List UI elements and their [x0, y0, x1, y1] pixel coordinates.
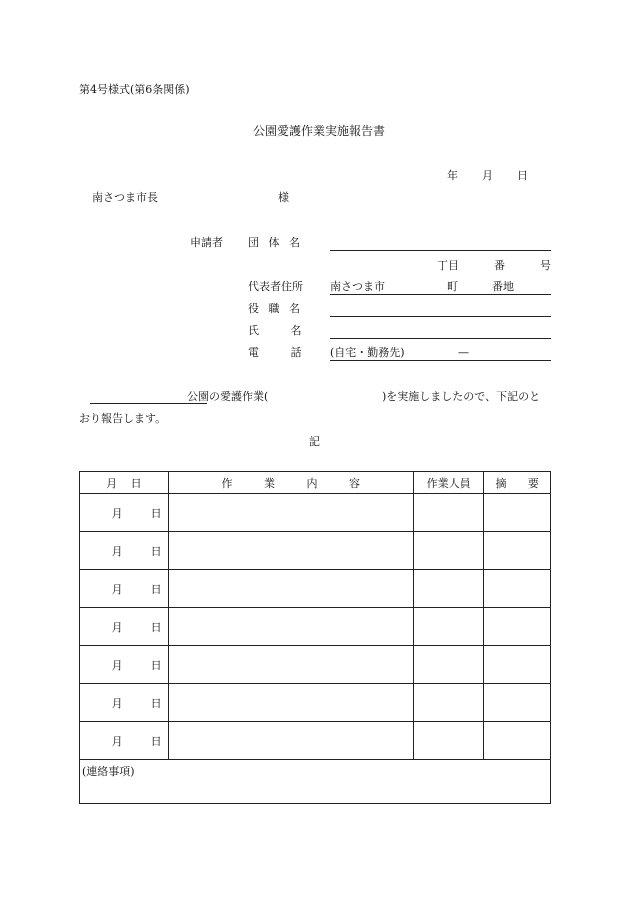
form-number: 第4号様式(第6条関係)	[79, 83, 190, 96]
rep-address-banchi: 番地	[492, 280, 514, 293]
notes-label: (連絡事項)	[82, 765, 135, 778]
page-title: 公園愛護作業実施報告書	[253, 124, 386, 138]
date-day-label: 日	[517, 169, 528, 182]
row-work-content-cell[interactable]	[168, 494, 413, 532]
col-header-summary: 摘 要	[484, 472, 551, 494]
group-name-label: 団 体 名	[248, 236, 300, 249]
row-day-label: 日	[150, 734, 162, 748]
row-day-label: 日	[150, 658, 162, 672]
name-field[interactable]	[330, 338, 551, 339]
body-line1-end: )を実施しましたので、下記のと	[382, 390, 541, 403]
position-field[interactable]	[330, 316, 551, 317]
row-day-label: 日	[150, 696, 162, 710]
row-work-content-cell[interactable]	[168, 570, 413, 608]
row-summary-cell[interactable]	[484, 722, 551, 760]
address-unit-go: 号	[540, 259, 551, 272]
row-summary-cell[interactable]	[484, 570, 551, 608]
phone-label: 電 話	[248, 346, 302, 359]
table-row	[80, 494, 551, 532]
row-work-content-cell[interactable]	[168, 608, 413, 646]
row-summary-cell[interactable]	[484, 684, 551, 722]
addressee-mayor: 南さつま市長	[92, 191, 158, 204]
row-work-content-cell[interactable]	[168, 646, 413, 684]
table-row	[80, 722, 551, 760]
rep-address-label: 代表者住所	[248, 280, 303, 293]
row-workers-cell[interactable]	[413, 646, 484, 684]
table-row	[80, 608, 551, 646]
row-work-content-cell[interactable]	[168, 684, 413, 722]
name-label: 氏 名	[248, 324, 302, 337]
row-workers-cell[interactable]	[413, 684, 484, 722]
row-month-label: 月	[111, 620, 123, 634]
position-label: 役 職 名	[248, 302, 300, 315]
address-unit-ban: 番	[494, 259, 505, 272]
row-workers-cell[interactable]	[413, 494, 484, 532]
col-header-date: 月 日	[80, 472, 169, 494]
row-month-label: 月	[111, 658, 123, 672]
row-summary-cell[interactable]	[484, 608, 551, 646]
row-workers-cell[interactable]	[413, 608, 484, 646]
park-name-field[interactable]	[90, 403, 207, 404]
group-name-field[interactable]	[330, 250, 551, 251]
row-date-cell[interactable]	[80, 608, 169, 646]
row-day-label: 日	[150, 620, 162, 634]
row-date-cell[interactable]	[80, 722, 169, 760]
row-month-label: 月	[111, 696, 123, 710]
body-line2: おり報告します。	[79, 412, 167, 425]
date-year-label: 年	[447, 169, 458, 182]
ki-heading: 記	[309, 435, 320, 448]
work-log-table	[79, 471, 551, 804]
row-date-cell[interactable]	[80, 570, 169, 608]
body-line1-start: 公園の愛護作業(	[187, 390, 269, 403]
table-row	[80, 532, 551, 570]
col-header-workers: 作業人員	[413, 472, 484, 494]
row-summary-cell[interactable]	[484, 646, 551, 684]
row-workers-cell[interactable]	[413, 570, 484, 608]
row-month-label: 月	[111, 544, 123, 558]
phone-dash: —	[458, 346, 469, 359]
rep-address-city: 南さつま市	[330, 280, 385, 293]
address-unit-chome: 丁目	[437, 259, 459, 272]
row-date-cell[interactable]	[80, 684, 169, 722]
phone-field[interactable]	[330, 360, 551, 361]
addressee-sama: 様	[278, 191, 289, 204]
table-row	[80, 570, 551, 608]
row-summary-cell[interactable]	[484, 532, 551, 570]
row-month-label: 月	[111, 506, 123, 520]
rep-address-machi: 町	[447, 280, 458, 293]
row-month-label: 月	[111, 582, 123, 596]
rep-address-field[interactable]	[330, 294, 551, 295]
row-workers-cell[interactable]	[413, 722, 484, 760]
row-day-label: 日	[150, 582, 162, 596]
row-summary-cell[interactable]	[484, 494, 551, 532]
row-date-cell[interactable]	[80, 532, 169, 570]
notes-row	[80, 760, 551, 804]
row-work-content-cell[interactable]	[168, 722, 413, 760]
table-row	[80, 646, 551, 684]
row-work-content-cell[interactable]	[168, 532, 413, 570]
row-day-label: 日	[150, 506, 162, 520]
row-workers-cell[interactable]	[413, 532, 484, 570]
row-date-cell[interactable]	[80, 646, 169, 684]
notes-cell[interactable]	[80, 760, 551, 804]
row-date-cell[interactable]	[80, 494, 169, 532]
col-header-work-content: 作 業 内 容	[168, 472, 413, 494]
phone-note: (自宅・勤務先)	[330, 346, 405, 359]
date-month-label: 月	[482, 169, 493, 182]
row-month-label: 月	[111, 734, 123, 748]
row-day-label: 日	[150, 544, 162, 558]
applicant-label: 申請者	[190, 236, 223, 249]
table-row	[80, 684, 551, 722]
